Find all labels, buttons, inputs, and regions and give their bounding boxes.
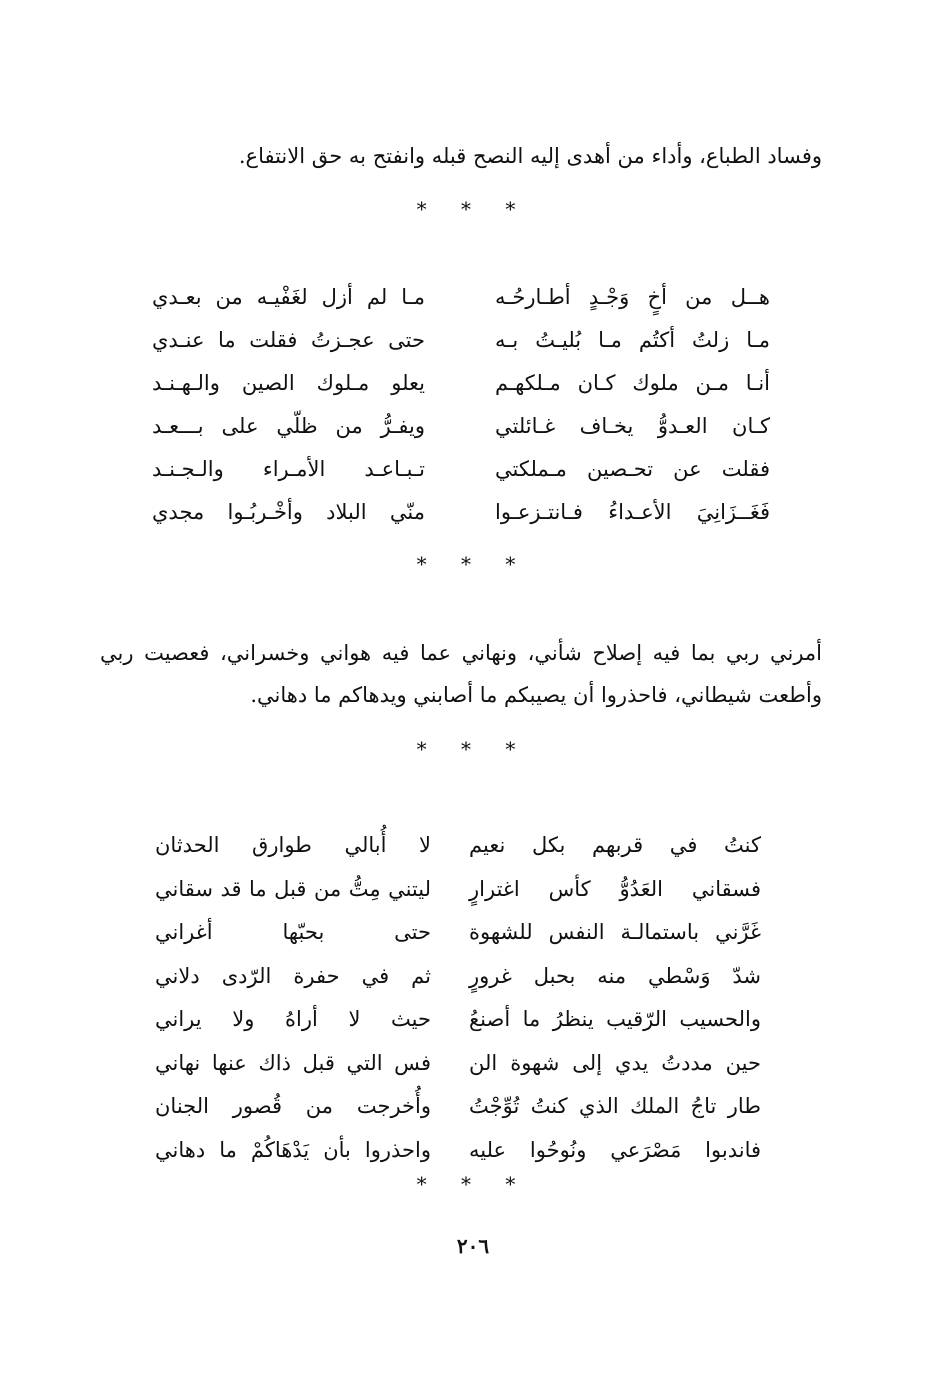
verse (149, 868, 761, 912)
verse-second-hemistich: واحذروا بأن يَدْهَاكُمْ ما دهاني (155, 1137, 431, 1162)
verse (150, 319, 770, 362)
verse (149, 1085, 761, 1129)
verse (149, 1042, 761, 1086)
verse-first-hemistich: هــل من أخٍ وَجْـدٍ أطـارحُـه (495, 285, 770, 309)
verse-first-hemistich: أنـا مـن ملوك كـان مـلكهـم (495, 371, 770, 395)
paragraph (100, 632, 822, 716)
verse (149, 998, 761, 1042)
section-separator: * * * (416, 737, 530, 761)
poem-first (150, 276, 770, 534)
verse-first-hemistich: مـا زلتُ أكتُم مـا بُليـتُ بـه (495, 328, 770, 352)
verse-second-hemistich: حيث لا أراهُ ولا يراني (155, 1007, 431, 1031)
verse-first-hemistich: فاندبوا مَصْرَعي ونُوحُوا عليه (469, 1137, 761, 1162)
poem-second (149, 824, 761, 1172)
verse-first-hemistich: كنتُ في قربهم بكل نعيم (469, 833, 761, 857)
verse (150, 448, 770, 491)
verse-second-hemistich: ويفـرُّ من ظلّي على بـــعـد (152, 414, 425, 438)
verse-first-hemistich: كـان العـدوُّ يخـاف غـائلتي (495, 414, 770, 438)
verse-first-hemistich: فسقاني العَدُوُّ كأس اغترارٍ (469, 876, 761, 901)
verse-first-hemistich: شدّ وَسْطي منه بحبل غرورٍ (469, 963, 761, 988)
paragraph-text: أمرني ربي بما فيه إصلاح شأني، ونهاني عما فيه هواني وخسراني، فعصيت ربي وأطعت شيطاني، فاحذروا أن يصيبكم ما أصابني ويدهاكم ما دهاني. (100, 641, 822, 707)
verse (149, 1129, 761, 1173)
verse (150, 276, 770, 319)
verse (149, 824, 761, 868)
verse-second-hemistich: منّي البلاد وأخْـربُـوا مجدي (152, 500, 425, 524)
paragraph-continuation (122, 135, 822, 177)
section-separator: * * * (416, 1172, 530, 1196)
paragraph-text: وفساد الطباع، وأداء من أهدى إليه النصح قبله وانفتح به حق الانتفاع. (238, 144, 822, 168)
verse (150, 362, 770, 405)
verse (150, 491, 770, 534)
verse-first-hemistich: فقلت عن تحـصين مـملكتي (495, 457, 770, 481)
verse-first-hemistich: والحسيب الرّقيب ينظرُ ما أصنعُ (469, 1007, 761, 1031)
verse-second-hemistich: ثم في حفرة الرّدى دلاني (155, 963, 431, 988)
section-separator: * * * (416, 552, 530, 576)
verse-first-hemistich: طار تاجُ الملك الذي كنتُ تُوِّجْتُ (469, 1094, 761, 1118)
verse-second-hemistich: وأُخرجت من قُصور الجنان (155, 1094, 431, 1118)
verse-second-hemistich: فس التي قبل ذاك عنها نهاني (155, 1050, 431, 1075)
verse-second-hemistich: مـا لم أزل لغَفْيـه من بعـدي (152, 285, 425, 309)
verse-first-hemistich: حين مددتُ يدي إلى شهوة الن (469, 1050, 761, 1075)
verse (150, 405, 770, 448)
page-number: ٢٠٦ (456, 1234, 490, 1258)
verse-second-hemistich: حتى بحبّها أغراني (155, 920, 431, 944)
verse-first-hemistich: غَرَّني باستمالـة النفس للشهوة (469, 920, 761, 944)
section-separator: * * * (416, 197, 530, 221)
verse-second-hemistich: يعلو مـلوك الصين والـهـنـد (152, 371, 425, 395)
verse-second-hemistich: لا أُبالي طوارق الحدثان (155, 833, 431, 857)
verse (149, 911, 761, 955)
verse-second-hemistich: حتى عجـزتُ فقلت ما عنـدي (152, 328, 425, 352)
verse-first-hemistich: فَغَــزَانِيَ الأعـداءُ فـانتـزعـوا (495, 500, 770, 524)
verse (149, 955, 761, 999)
verse-second-hemistich: تـبـاعـد الأمـراء والـجـنـد (152, 457, 425, 481)
verse-second-hemistich: ليتني مِتُّ من قبل ما قد سقاني (155, 876, 431, 901)
